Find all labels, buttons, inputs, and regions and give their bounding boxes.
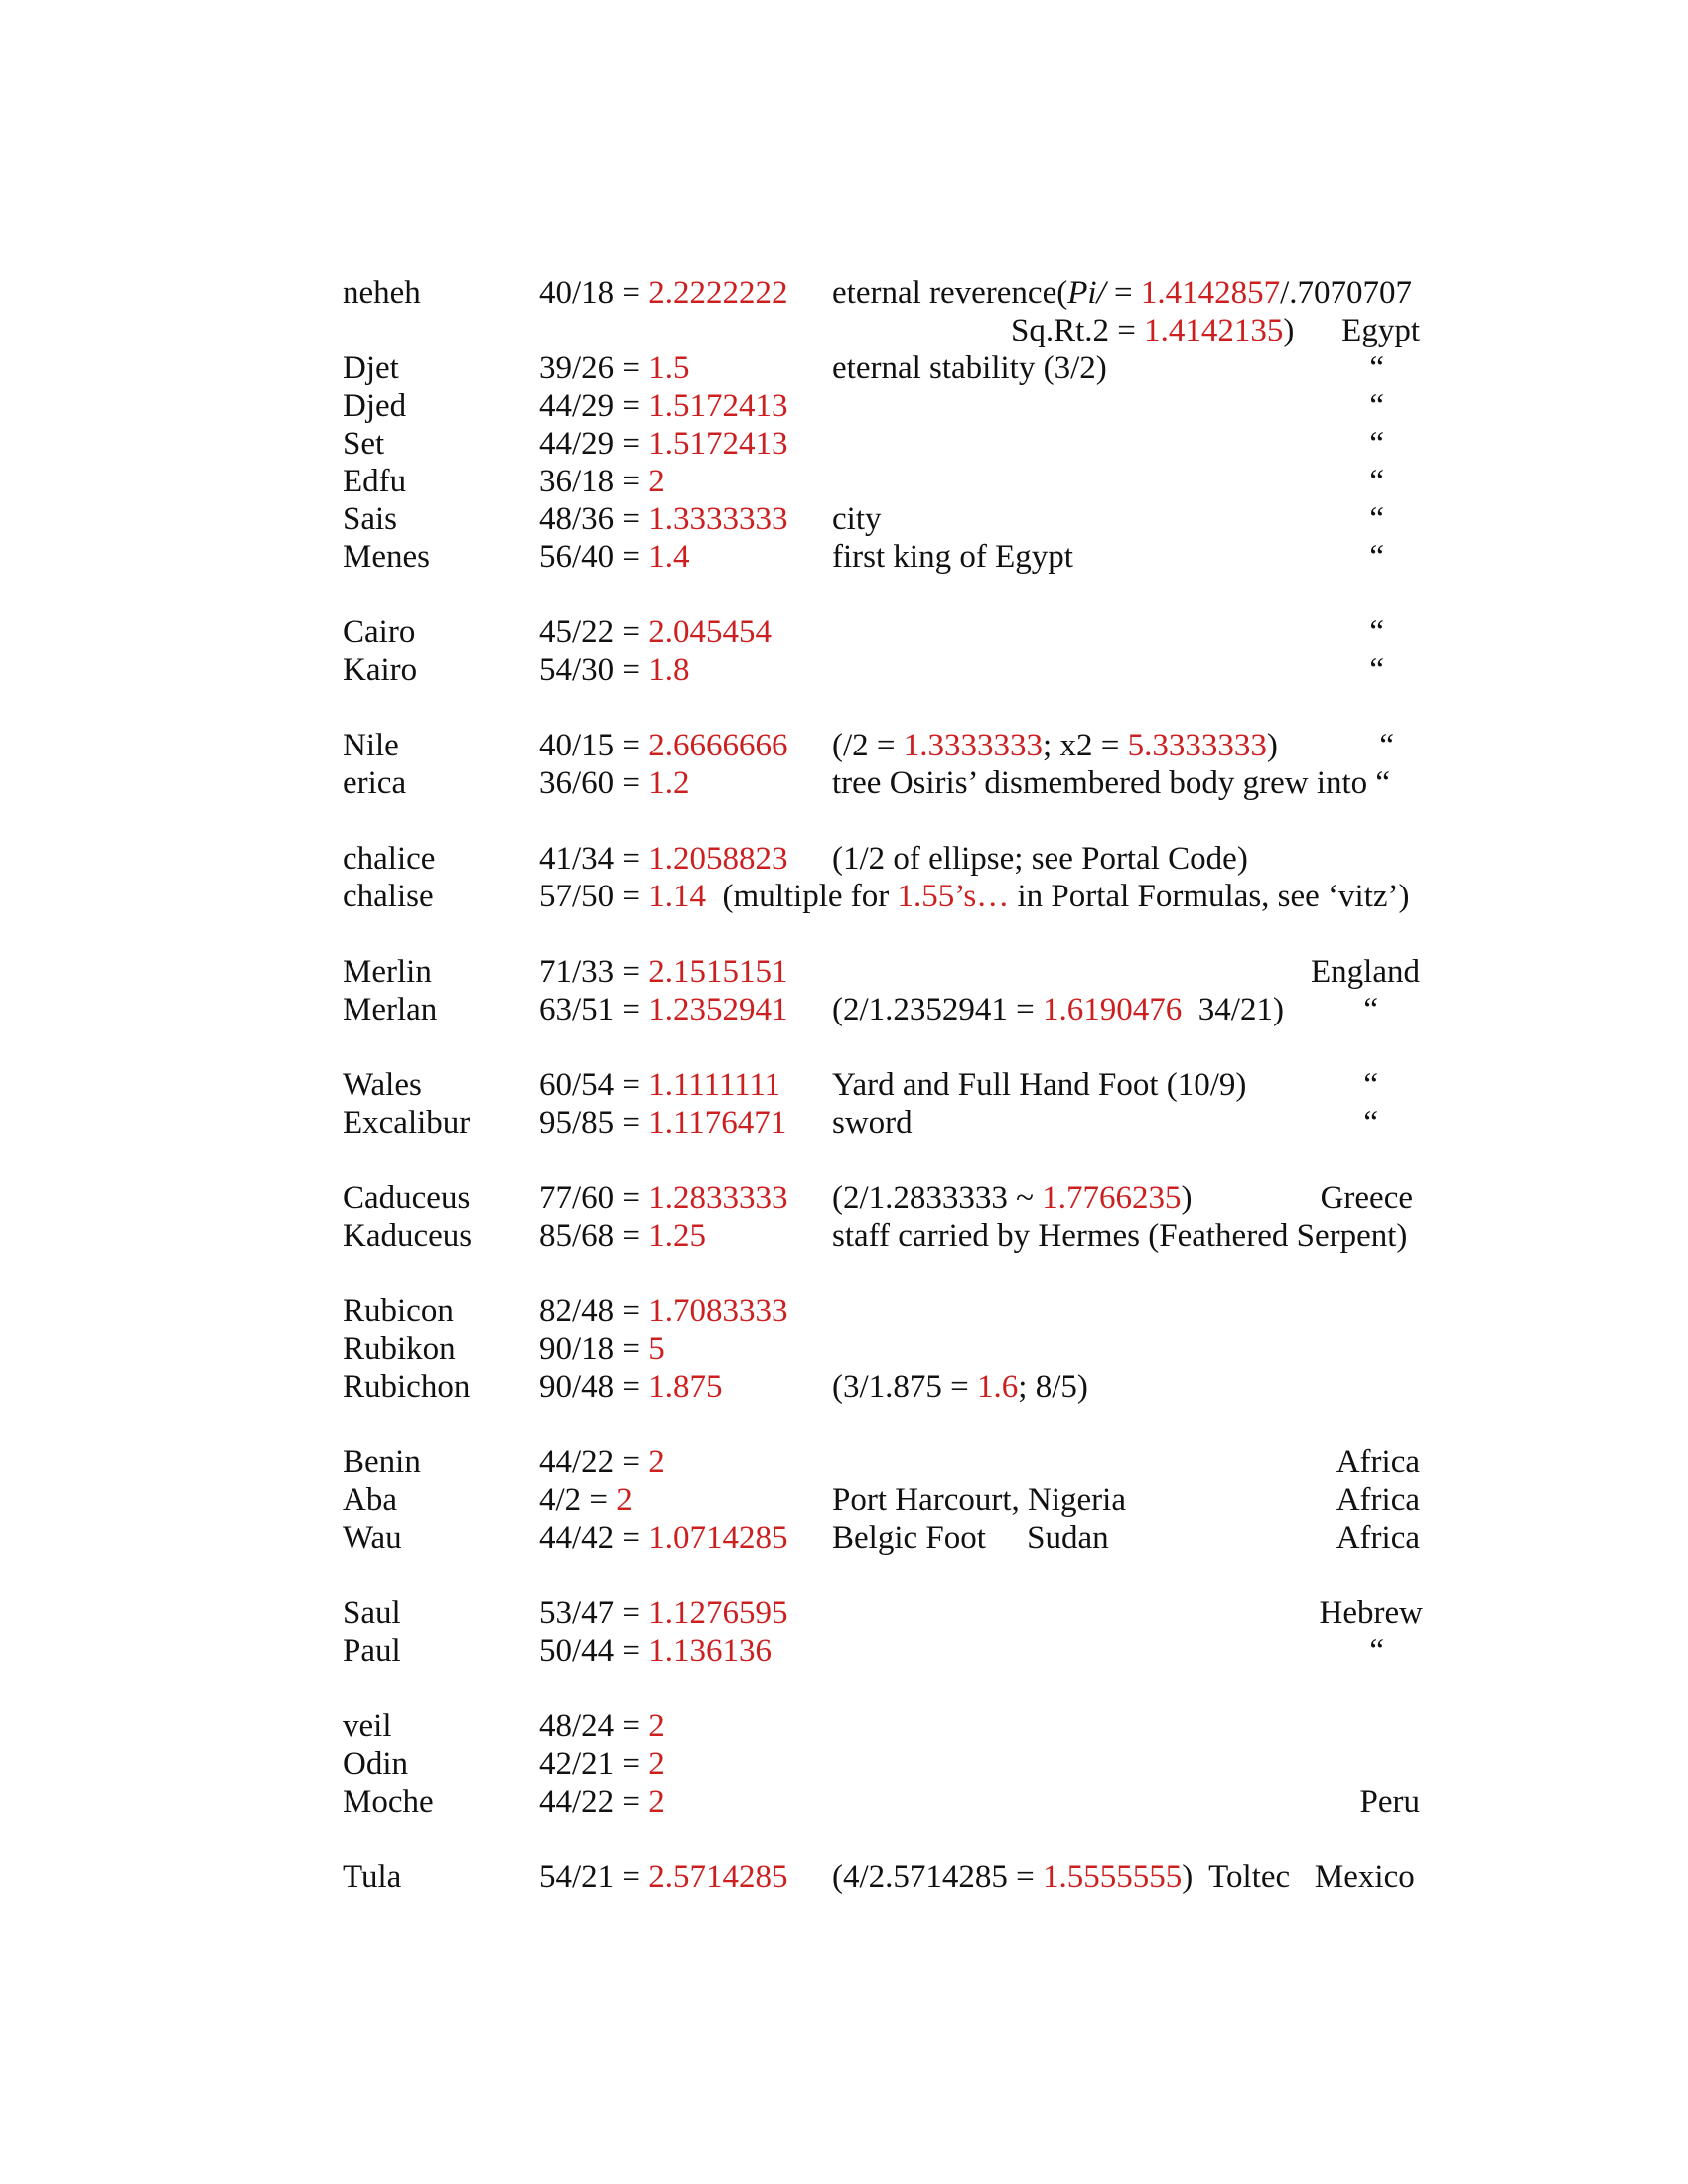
note: staff carried by Hermes (Feathered Serpent) <box>832 1218 1408 1254</box>
entry-row-veil <box>0 1706 1688 1746</box>
word: Djet <box>343 350 399 386</box>
entry-row-rubicon <box>0 1292 1688 1331</box>
word: Rubichon <box>343 1369 471 1405</box>
entry-row-merlan <box>0 990 1688 1029</box>
ratio: 44/22 = 2 <box>539 1784 665 1820</box>
word: Rubicon <box>343 1294 454 1329</box>
ditto-mark: “ <box>1369 1633 1384 1669</box>
entry-row-saul <box>0 1593 1688 1633</box>
word: Wales <box>343 1067 422 1103</box>
note: eternal stability (3/2) <box>832 350 1107 386</box>
ditto-mark: “ <box>1369 614 1384 650</box>
ratio: 53/47 = 1.1276595 <box>539 1595 788 1631</box>
note: city <box>832 501 882 537</box>
entry-row-moche <box>0 1782 1688 1822</box>
entry-row-djed <box>0 386 1688 426</box>
entry-row-rubikon <box>0 1329 1688 1369</box>
word: Kaduceus <box>343 1218 473 1254</box>
ditto-mark: “ <box>1369 539 1384 575</box>
region: England <box>1311 954 1420 990</box>
entry-row-nile <box>0 726 1688 765</box>
entry-row-neheh-continued <box>0 311 1688 350</box>
note: (1/2 of ellipse; see Portal Code) <box>832 841 1248 877</box>
ratio-and-note: 57/50 = 1.14 (multiple for 1.55’s… in Portal Formulas, see ‘vitz’) <box>539 879 1410 914</box>
word: Tula <box>343 1859 402 1895</box>
entry-row-caduceus <box>0 1178 1688 1218</box>
word: Nile <box>343 728 399 763</box>
entry-row-chalice <box>0 839 1688 879</box>
word: Sais <box>343 501 398 537</box>
ditto-mark: “ <box>1363 1105 1378 1141</box>
entry-row-benin <box>0 1442 1688 1482</box>
region: Hebrew <box>1319 1595 1423 1631</box>
word: Paul <box>343 1633 401 1669</box>
word: Saul <box>343 1595 401 1631</box>
ratio: 63/51 = 1.2352941 <box>539 992 788 1027</box>
ratio: 42/21 = 2 <box>539 1746 665 1782</box>
ratio: 50/44 = 1.136136 <box>539 1633 773 1669</box>
ratio: 39/26 = 1.5 <box>539 350 690 386</box>
note: (2/1.2833333 ~ 1.7766235) <box>832 1180 1193 1216</box>
word: chalise <box>343 879 434 914</box>
ratio: 60/54 = 1.1111111 <box>539 1067 781 1103</box>
note: (4/2.5714285 = 1.5555555) Toltec Mexico <box>832 1859 1415 1895</box>
region: Africa <box>1336 1520 1420 1556</box>
entry-row-kaduceus <box>0 1216 1688 1256</box>
entry-row-set <box>0 424 1688 464</box>
region: Egypt <box>1341 313 1420 348</box>
note: first king of Egypt <box>832 539 1073 575</box>
entry-row-sais <box>0 499 1688 539</box>
word: Aba <box>343 1482 397 1518</box>
ratio: 40/18 = 2.2222222 <box>539 275 788 311</box>
entry-row-odin <box>0 1744 1688 1784</box>
ditto-mark: “ <box>1369 652 1384 688</box>
note: sword <box>832 1105 913 1141</box>
note: eternal reverence(Pi/ = 1.4142857/.7070707 <box>832 275 1413 311</box>
entry-row-djet <box>0 348 1688 388</box>
ratio: 77/60 = 1.2833333 <box>539 1180 788 1216</box>
ditto-mark: “ <box>1369 388 1384 424</box>
ratio: 90/48 = 1.875 <box>539 1369 723 1405</box>
note: Belgic Foot Sudan <box>832 1520 1109 1556</box>
word: neheh <box>343 275 421 311</box>
word: Odin <box>343 1746 408 1782</box>
entry-row-erica <box>0 763 1688 803</box>
ratio: 85/68 = 1.25 <box>539 1218 707 1254</box>
word: Cairo <box>343 614 416 650</box>
entry-row-paul <box>0 1631 1688 1671</box>
word: Menes <box>343 539 430 575</box>
word: Rubikon <box>343 1331 456 1367</box>
word: Djed <box>343 388 407 424</box>
ditto-mark: “ <box>1369 426 1384 462</box>
ratio: 44/22 = 2 <box>539 1444 665 1480</box>
ratio: 36/60 = 1.2 <box>539 765 690 801</box>
note: (2/1.2352941 = 1.6190476 34/21) <box>832 992 1284 1027</box>
word: Benin <box>343 1444 421 1480</box>
ratio: 44/29 = 1.5172413 <box>539 388 788 424</box>
ditto-mark: “ <box>1369 350 1384 386</box>
ditto-mark: “ <box>1363 992 1378 1027</box>
word: chalice <box>343 841 436 877</box>
word: Set <box>343 426 385 462</box>
word: Edfu <box>343 464 407 499</box>
ratio: 56/40 = 1.4 <box>539 539 690 575</box>
entry-row-rubichon <box>0 1367 1688 1407</box>
region: Africa <box>1336 1482 1420 1518</box>
ditto-mark: “ <box>1369 501 1384 537</box>
entry-row-wau <box>0 1518 1688 1558</box>
ratio: 71/33 = 2.1515151 <box>539 954 788 990</box>
entry-row-cairo <box>0 613 1688 652</box>
word: Merlan <box>343 992 438 1027</box>
note: Port Harcourt, Nigeria <box>832 1482 1126 1518</box>
ratio: 4/2 = 2 <box>539 1482 633 1518</box>
word: Kairo <box>343 652 418 688</box>
note: Sq.Rt.2 = 1.4142135) <box>1011 313 1295 348</box>
entry-row-edfu <box>0 462 1688 501</box>
ditto-mark: “ <box>1379 728 1394 763</box>
region: Greece <box>1320 1180 1413 1216</box>
word: Wau <box>343 1520 402 1556</box>
note: tree Osiris’ dismembered body grew into “ <box>832 765 1391 801</box>
ratio: 82/48 = 1.7083333 <box>539 1294 788 1329</box>
entry-row-neheh <box>0 273 1688 313</box>
entry-row-menes <box>0 537 1688 577</box>
note: Yard and Full Hand Foot (10/9) <box>832 1067 1247 1103</box>
ratio: 44/42 = 1.0714285 <box>539 1520 788 1556</box>
entry-row-aba <box>0 1480 1688 1520</box>
ratio: 54/21 = 2.5714285 <box>539 1859 788 1895</box>
word: Excalibur <box>343 1105 471 1141</box>
ratio: 48/36 = 1.3333333 <box>539 501 788 537</box>
ratio: 41/34 = 1.2058823 <box>539 841 788 877</box>
ratio: 44/29 = 1.5172413 <box>539 426 788 462</box>
word: erica <box>343 765 407 801</box>
word: Caduceus <box>343 1180 471 1216</box>
entry-row-tula <box>0 1857 1688 1897</box>
note: (3/1.875 = 1.6; 8/5) <box>832 1369 1088 1405</box>
ratio: 40/15 = 2.6666666 <box>539 728 788 763</box>
word: Merlin <box>343 954 432 990</box>
ditto-mark: “ <box>1363 1067 1378 1103</box>
ratio: 54/30 = 1.8 <box>539 652 690 688</box>
ratio: 90/18 = 5 <box>539 1331 665 1367</box>
ratio: 36/18 = 2 <box>539 464 665 499</box>
ditto-mark: “ <box>1369 464 1384 499</box>
region: Africa <box>1336 1444 1420 1480</box>
word: veil <box>343 1708 392 1744</box>
note: (/2 = 1.3333333; x2 = 5.3333333) <box>832 728 1278 763</box>
ratio: 95/85 = 1.1176471 <box>539 1105 787 1141</box>
entry-row-excalibur <box>0 1103 1688 1143</box>
ratio: 48/24 = 2 <box>539 1708 665 1744</box>
entry-row-merlin <box>0 952 1688 992</box>
entry-row-chalise <box>0 877 1688 916</box>
ratio: 45/22 = 2.045454 <box>539 614 773 650</box>
region: Peru <box>1359 1784 1420 1820</box>
entry-row-wales <box>0 1065 1688 1105</box>
entry-row-kairo <box>0 650 1688 690</box>
word: Moche <box>343 1784 434 1820</box>
